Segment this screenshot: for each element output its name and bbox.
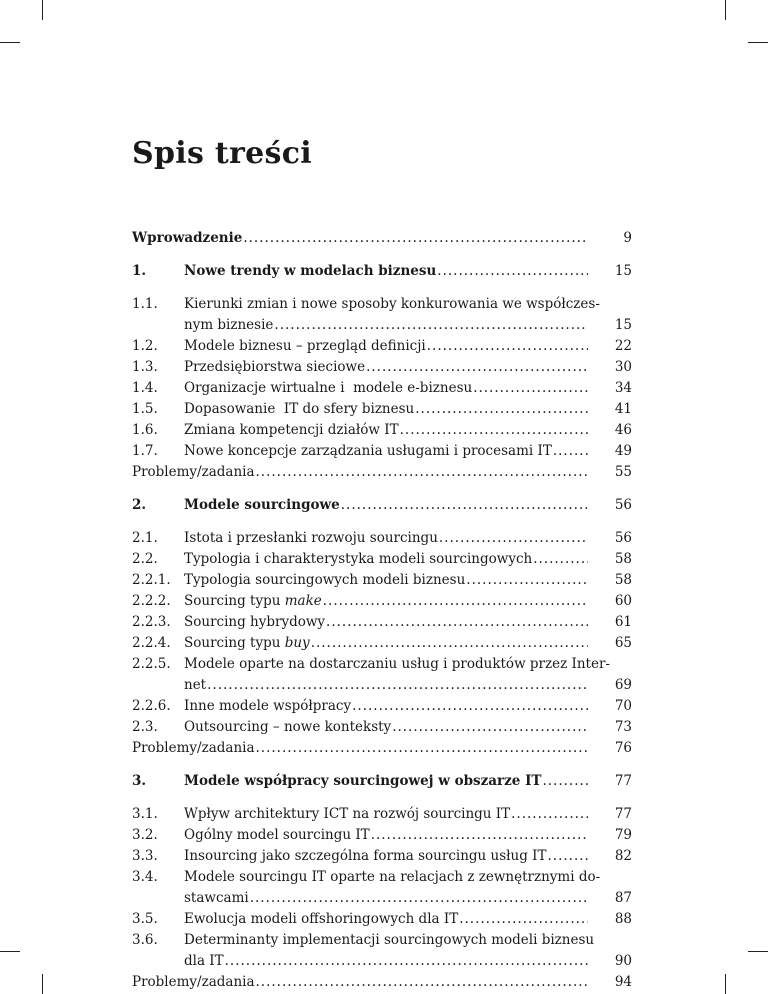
toc-page-number: 30: [614, 359, 632, 375]
toc-page-number: 82: [614, 848, 632, 864]
toc-page-number: 15: [614, 263, 632, 279]
toc-entry[interactable]: [132, 612, 632, 633]
toc-page-number: 87: [614, 890, 632, 906]
toc-entry-title-line: Determinanty implementacji sourcingowych modeli biznesu: [184, 932, 595, 948]
toc-page-number: 56: [614, 497, 632, 513]
toc-entry-number: 1.4.: [132, 380, 158, 396]
toc-page-number: 58: [614, 551, 632, 567]
toc-entry-title: Ogólny model sourcingu IT: [184, 827, 370, 843]
toc-entry-title: Insourcing jako szczególna forma sourcingu usług IT: [184, 848, 547, 864]
toc-entry-number: 3.1.: [132, 806, 158, 822]
toc-entry[interactable]: [132, 825, 632, 846]
toc-page-number: 41: [614, 401, 632, 417]
toc-entry-number: 2.2.6.: [132, 698, 171, 714]
toc-page-number: 61: [614, 614, 632, 630]
toc-entry-title: Sourcing typu: [184, 593, 281, 609]
dot-leader: [473, 378, 588, 399]
toc-page-number: 60: [614, 593, 632, 609]
toc-entry-title: Sourcing hybrydowy: [184, 614, 326, 630]
dot-leader: [311, 633, 588, 654]
toc-entry[interactable]: [132, 336, 632, 357]
toc-entry-title-italic: buy: [284, 635, 310, 651]
toc-page-number: 88: [614, 911, 632, 927]
toc-entry[interactable]: [132, 261, 632, 282]
toc-page-number: 58: [614, 572, 632, 588]
toc-entry-number: 3.3.: [132, 848, 158, 864]
toc-entry-title: Przedsiębiorstwa sieciowe: [184, 359, 366, 375]
toc-entry-title: Nowe koncepcje zarządzania usługami i procesami IT: [184, 443, 552, 459]
toc-entry-title: stawcami: [184, 890, 249, 906]
toc-entry-number: 2.1.: [132, 530, 158, 546]
dot-leader: [553, 441, 588, 462]
dot-leader: [533, 549, 588, 570]
toc-page-number: 70: [614, 698, 632, 714]
toc-entry-number: 1.: [132, 263, 147, 279]
toc-entry-title: Dopasowanie IT do sfery biznesu: [184, 401, 415, 417]
page-title: Spis treści: [132, 136, 312, 171]
toc-entry-title: Wpływ architektury ICT na rozwój sourcingu IT: [184, 806, 511, 822]
toc-entry[interactable]: [132, 804, 632, 825]
toc-entry-number: 1.7.: [132, 443, 158, 459]
toc-entry[interactable]: [132, 867, 632, 909]
toc-page-number: 90: [614, 953, 632, 969]
dot-leader: [341, 495, 588, 516]
toc-entry[interactable]: [132, 294, 632, 336]
toc-entry-title: Problemy/zadania: [132, 974, 255, 990]
toc-page-number: 77: [614, 806, 632, 822]
toc-entry[interactable]: [132, 570, 632, 591]
toc-entry-title: Inne modele współpracy: [184, 698, 352, 714]
crop-mark: [0, 42, 20, 43]
toc-page-number: 76: [614, 740, 632, 756]
toc-entry-title: Modele sourcingowe: [184, 497, 340, 513]
crop-mark: [748, 951, 768, 952]
toc-page-number: 79: [614, 827, 632, 843]
toc-entry[interactable]: [132, 462, 632, 483]
toc-page-number: 69: [614, 677, 632, 693]
toc-entry-title-italic: make: [284, 593, 322, 609]
dot-leader: [274, 315, 588, 336]
dot-leader: [256, 462, 588, 483]
toc-entry-number: 3.2.: [132, 827, 158, 843]
dot-leader: [547, 846, 588, 867]
toc-page-number: 73: [614, 719, 632, 735]
toc-page-number: 55: [614, 464, 632, 480]
toc-entry[interactable]: [132, 717, 632, 738]
dot-leader: [427, 336, 588, 357]
dot-leader: [250, 888, 588, 909]
dot-leader: [437, 261, 588, 282]
dot-leader: [225, 951, 588, 972]
toc-entry[interactable]: [132, 846, 632, 867]
toc-entry-title: Sourcing typu: [184, 635, 281, 651]
toc-entry-number: 2.2.2.: [132, 593, 171, 609]
toc-entry-number: 1.6.: [132, 422, 158, 438]
toc-entry-title: Nowe trendy w modelach biznesu: [184, 263, 437, 279]
toc-entry[interactable]: [132, 399, 632, 420]
toc-entry-number: 2.2.1.: [132, 572, 171, 588]
toc-entry-title: Outsourcing – nowe konteksty: [184, 719, 392, 735]
toc-entry-title: Problemy/zadania: [132, 740, 255, 756]
crop-mark: [42, 974, 43, 994]
toc-entry-number: 2.2.: [132, 551, 158, 567]
toc-entry-title: Modele biznesu – przegląd definicji: [184, 338, 426, 354]
toc-entry[interactable]: [132, 696, 632, 717]
dot-leader: [207, 675, 588, 696]
dot-leader: [400, 420, 588, 441]
toc-entry[interactable]: [132, 495, 632, 516]
toc-entry-title: net: [184, 677, 207, 693]
toc-entry[interactable]: [132, 228, 632, 249]
toc-entry[interactable]: [132, 591, 632, 612]
toc-entry-title: dla IT: [184, 953, 224, 969]
toc-entry-title: Zmiana kompetencji działów IT: [184, 422, 399, 438]
toc-page-number: 15: [614, 317, 632, 333]
toc-entry-number: 1.1.: [132, 296, 158, 312]
toc-entry-title: Wprowadzenie: [132, 230, 243, 246]
toc-entry-title: Ewolucja modeli offshoringowych dla IT: [184, 911, 459, 927]
toc-entry-title: Typologia sourcingowych modeli biznesu: [184, 572, 466, 588]
toc-entry-number: 2.2.5.: [132, 656, 171, 672]
dot-leader: [256, 738, 588, 759]
dot-leader: [415, 399, 588, 420]
crop-mark: [725, 0, 726, 20]
toc-entry-title-line: Modele sourcingu IT oparte na relacjach z zewnętrznymi do-: [184, 869, 601, 885]
toc-entry-title: Problemy/zadania: [132, 464, 255, 480]
toc-entry-number: 2.3.: [132, 719, 158, 735]
toc-entry-title: Istota i przesłanki rozwoju sourcingu: [184, 530, 438, 546]
dot-leader: [323, 591, 588, 612]
toc-page-number: 65: [614, 635, 632, 651]
toc-entry[interactable]: [132, 930, 632, 972]
toc-page-number: 22: [614, 338, 632, 354]
dot-leader: [371, 825, 588, 846]
toc-entry-number: 2.2.4.: [132, 635, 171, 651]
toc-entry-title: Modele współpracy sourcingowej w obszarze IT: [184, 773, 542, 789]
toc-page-number: 77: [614, 773, 632, 789]
crop-mark: [42, 0, 43, 20]
toc-entry[interactable]: [132, 909, 632, 930]
dot-leader: [459, 909, 588, 930]
toc-entry[interactable]: [132, 357, 632, 378]
toc-entry-title-line: Kierunki zmian i nowe sposoby konkurowania we współczes-: [184, 296, 600, 312]
crop-mark: [748, 42, 768, 43]
toc-entry[interactable]: [132, 549, 632, 570]
table-of-contents: [132, 228, 632, 993]
dot-leader: [366, 357, 588, 378]
toc-entry[interactable]: [132, 528, 632, 549]
toc-entry-number: 3.: [132, 773, 147, 789]
dot-leader: [439, 528, 588, 549]
toc-entry-title: Typologia i charakterystyka modeli sourcingowych: [184, 551, 533, 567]
toc-entry-number: 1.5.: [132, 401, 158, 417]
toc-entry[interactable]: [132, 633, 632, 654]
toc-entry-number: 1.3.: [132, 359, 158, 375]
dot-leader: [243, 228, 588, 249]
toc-entry[interactable]: [132, 420, 632, 441]
toc-page-number: 56: [614, 530, 632, 546]
toc-page-number: 46: [614, 422, 632, 438]
toc-entry[interactable]: [132, 441, 632, 462]
dot-leader: [542, 771, 588, 792]
toc-entry[interactable]: [132, 378, 632, 399]
toc-entry[interactable]: [132, 654, 632, 696]
dot-leader: [392, 717, 588, 738]
toc-entry-number: 2.: [132, 497, 147, 513]
toc-page-number: 34: [614, 380, 632, 396]
toc-page-number: 49: [614, 443, 632, 459]
dot-leader: [326, 612, 588, 633]
dot-leader: [511, 804, 588, 825]
crop-mark: [0, 951, 20, 952]
toc-entry[interactable]: [132, 771, 632, 792]
crop-mark: [725, 974, 726, 994]
toc-entry-number: 3.4.: [132, 869, 158, 885]
toc-entry-number: 3.6.: [132, 932, 158, 948]
toc-entry-number: 2.2.3.: [132, 614, 171, 630]
toc-entry-title-line: Modele oparte na dostarczaniu usług i produktów przez Inter-: [184, 656, 610, 672]
toc-page-number: 9: [623, 230, 632, 246]
toc-entry-number: 1.2.: [132, 338, 158, 354]
dot-leader: [466, 570, 588, 591]
dot-leader: [256, 972, 588, 993]
toc-entry-title: Organizacje wirtualne i modele e-biznesu: [184, 380, 473, 396]
toc-entry-number: 3.5.: [132, 911, 158, 927]
toc-entry-title: nym biznesie: [184, 317, 274, 333]
toc-entry[interactable]: [132, 738, 632, 759]
dot-leader: [352, 696, 588, 717]
toc-page-number: 94: [614, 974, 632, 990]
toc-entry[interactable]: [132, 972, 632, 993]
